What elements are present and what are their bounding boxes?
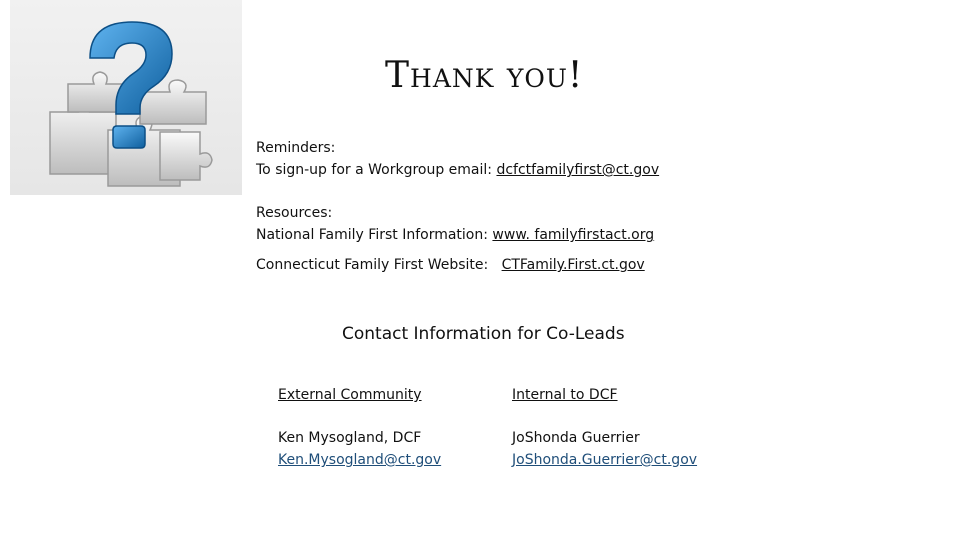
reminders-heading	[256, 137, 659, 159]
column-header-external: External Community	[278, 387, 422, 403]
reminders-heading-text: Reminders	[256, 140, 331, 156]
reminders-heading-colon: :	[330, 140, 336, 156]
national-family-first-link[interactable]: www. familyfirstact.org	[492, 227, 655, 243]
national-resource-line	[256, 224, 654, 246]
reminders-signup-line	[256, 159, 659, 181]
contact-name: JoShonda Guerrier	[512, 430, 640, 446]
contact-email-link[interactable]: Ken.Mysogland@ct.gov	[278, 452, 442, 468]
question-puzzle-icon	[10, 0, 242, 195]
contact-name: Ken Mysogland, DCF	[278, 430, 422, 446]
reminders-block	[256, 137, 659, 181]
column-header-internal: Internal to DCF	[512, 387, 618, 403]
ct-family-first-link[interactable]: CTFamily.First.ct.gov	[501, 257, 645, 273]
contact-heading: Contact Information for Co-Leads	[342, 324, 625, 344]
page-title: Thank you!	[385, 55, 584, 96]
ct-resource-line	[256, 254, 645, 276]
contact-column-internal	[512, 384, 697, 471]
contact-column-external	[278, 384, 441, 471]
resources-block	[256, 202, 654, 246]
resources-heading: Resources:	[256, 205, 333, 221]
national-label: National Family First Information:	[256, 227, 493, 243]
ct-label: Connecticut Family First Website:	[256, 257, 502, 273]
signup-label: To sign-up for a Workgroup email:	[256, 162, 497, 178]
contact-email-link[interactable]: JoShonda.Guerrier@ct.gov	[512, 452, 698, 468]
workgroup-email-link[interactable]: dcfctfamilyfirst@ct.gov	[496, 162, 660, 178]
